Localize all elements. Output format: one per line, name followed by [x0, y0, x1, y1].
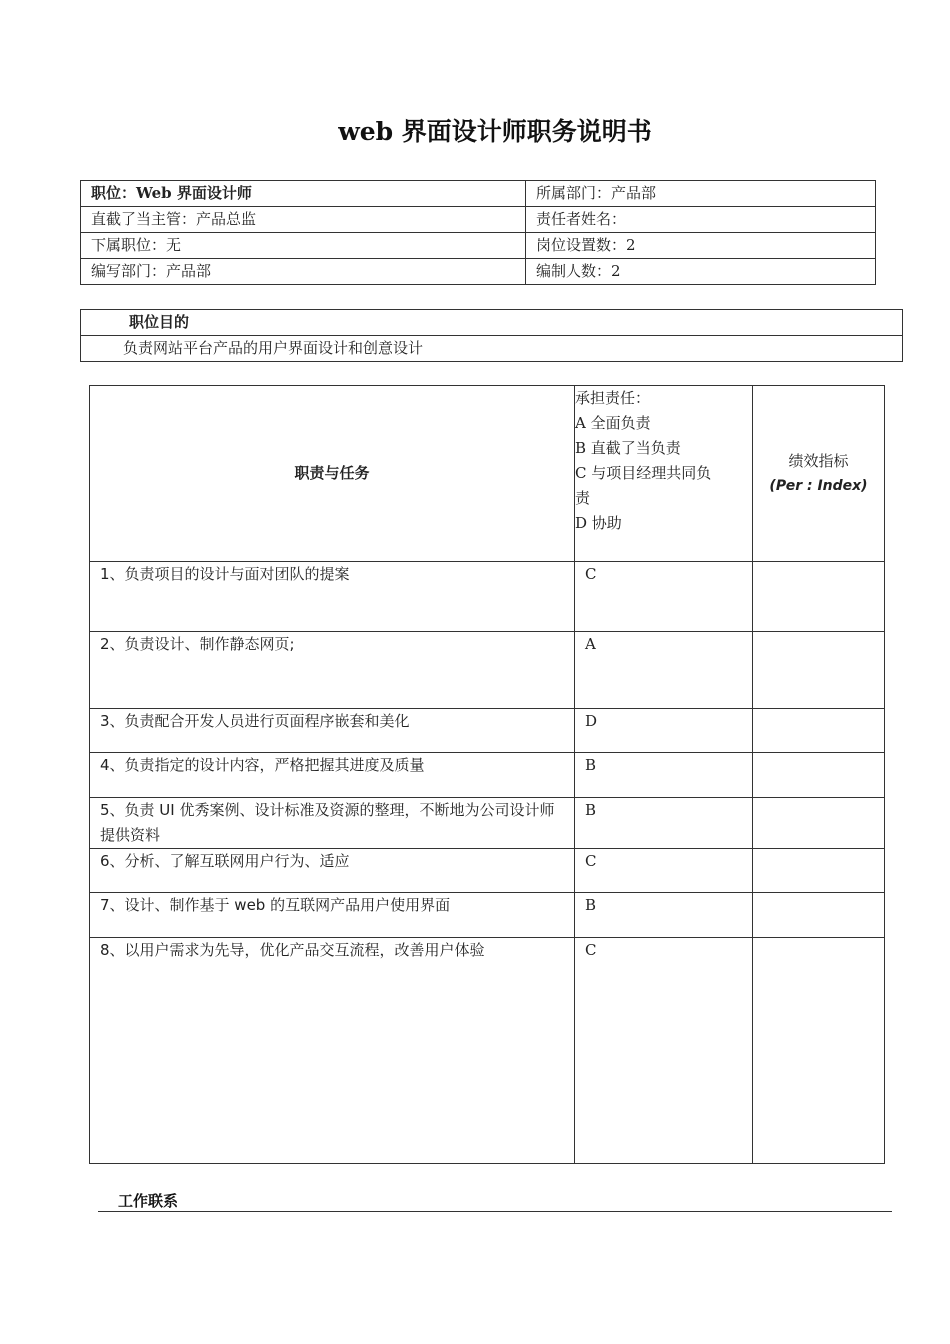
- resp-cell: C: [575, 849, 753, 893]
- kpi-header: [753, 386, 885, 562]
- resp-cell: C: [575, 938, 753, 1164]
- kpi-cell: [753, 798, 885, 849]
- responsibility-header: [575, 386, 753, 562]
- kpi-cell: [753, 632, 885, 709]
- purpose-table: [80, 309, 903, 362]
- kpi-cell: [753, 709, 885, 753]
- table-row: [90, 893, 885, 938]
- resp-cell: B: [575, 798, 753, 849]
- resp-header-line: 承担责任：: [575, 389, 651, 407]
- resp-header-line: A 全面负责: [575, 414, 651, 432]
- task-cell: 3、负责配合开发人员进行页面程序嵌套和美化: [90, 709, 575, 753]
- position-cell: [81, 181, 526, 207]
- purpose-heading: 职位目的: [81, 310, 903, 336]
- table-row: [90, 798, 885, 849]
- kpi-header-sub: (Per : Index): [769, 477, 868, 494]
- kpi-cell: [753, 938, 885, 1164]
- resp-header-line: C 与项目经理共同负: [575, 464, 712, 482]
- position-label: 职位：: [91, 184, 137, 202]
- kpi-cell: [753, 849, 885, 893]
- resp-cell: A: [575, 632, 753, 709]
- duties-header-row: [90, 386, 885, 562]
- resp-header-line: B 直截了当负责: [575, 439, 681, 457]
- task-cell: 8、以用户需求为先导，优化产品交互流程，改善用户体验: [90, 938, 575, 1164]
- task-cell: 5、负责 UI 优秀案例、设计标准及资源的整理，不断地为公司设计师提供资料: [90, 798, 575, 849]
- responsible-name-cell: 责任者姓名：: [526, 207, 876, 233]
- resp-cell: C: [575, 562, 753, 632]
- department-cell: 所属部门：产品部: [526, 181, 876, 207]
- resp-cell: B: [575, 753, 753, 798]
- headcount-cell: 岗位设置数：2: [526, 233, 876, 259]
- author-count-cell: 编制人数：2: [526, 259, 876, 285]
- document-title: web 界面设计师职务说明书: [338, 117, 652, 146]
- table-row: [90, 753, 885, 798]
- work-contact-heading: 工作联系: [118, 1192, 179, 1210]
- task-cell: 4、负责指定的设计内容，严格把握其进度及质量: [90, 753, 575, 798]
- kpi-cell: [753, 893, 885, 938]
- resp-cell: B: [575, 893, 753, 938]
- position-info-table: [80, 180, 876, 285]
- purpose-text: 负责网站平台产品的用户界面设计和创意设计: [81, 336, 903, 362]
- table-row: [90, 632, 885, 709]
- table-row: [90, 709, 885, 753]
- table-row: [90, 938, 885, 1164]
- kpi-cell: [753, 753, 885, 798]
- resp-header-line: D 协助: [575, 514, 622, 532]
- task-header: 职责与任务: [90, 386, 575, 562]
- task-cell: 7、设计、制作基于 web 的互联网产品用户使用界面: [90, 893, 575, 938]
- task-cell: 6、分析、了解互联网用户行为、适应: [90, 849, 575, 893]
- table-row: [90, 562, 885, 632]
- supervisor-cell: 直截了当主管：产品总监: [81, 207, 526, 233]
- resp-cell: D: [575, 709, 753, 753]
- duties-table: [89, 385, 885, 1164]
- table-row: [90, 849, 885, 893]
- kpi-cell: [753, 562, 885, 632]
- resp-header-line: 责: [575, 489, 591, 507]
- subordinate-cell: 下属职位：无: [81, 233, 526, 259]
- divider: [98, 1211, 892, 1212]
- kpi-header-label: 绩效指标: [788, 451, 849, 470]
- task-cell: 1、负责项目的设计与面对团队的提案: [90, 562, 575, 632]
- position-value: Web 界面设计师: [136, 184, 252, 202]
- task-cell: 2、负责设计、制作静态网页;: [90, 632, 575, 709]
- authoring-dept-cell: 编写部门：产品部: [81, 259, 526, 285]
